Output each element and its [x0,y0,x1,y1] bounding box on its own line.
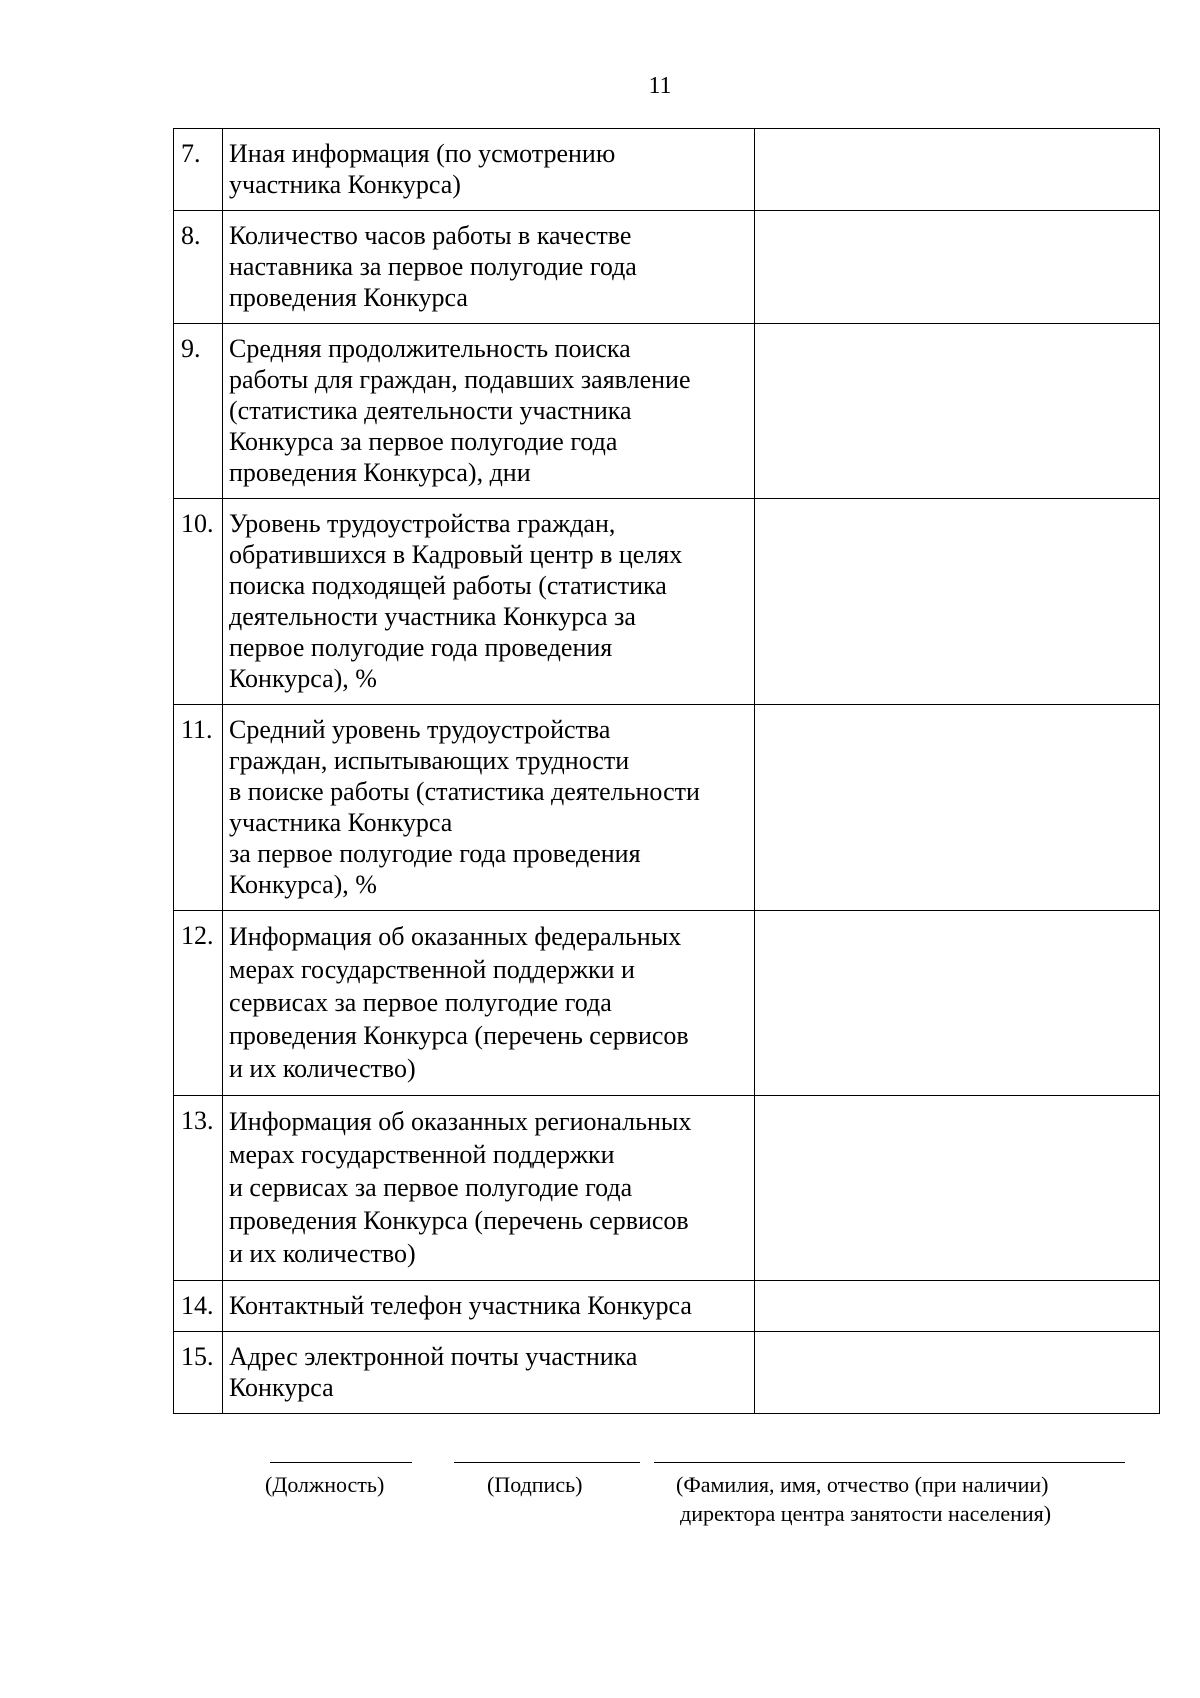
table-row [174,129,1160,211]
row-number: 7. [174,129,223,211]
row-value-cell[interactable] [755,911,1160,1096]
description-line: Конкурса за первое полугодие года [229,427,618,456]
description-line: проведения Конкурса), дни [229,458,531,487]
description-line: и их количество) [229,1239,416,1268]
name-caption-line-1: (Фамилия, имя, отчество (при наличии) [676,1472,1049,1497]
row-description [223,499,755,705]
description-line: проведения Конкурса (перечень сервисов [229,1206,689,1235]
description-line: работы для граждан, подавших заявление [229,365,691,394]
description-line: проведения Конкурса [229,283,468,312]
table-row [174,324,1160,499]
description-line: в поиске работы (статистика деятельности [229,777,700,806]
row-description [223,705,755,911]
signature-block [0,1462,1200,1532]
description-line: Иная информация (по усмотрению [229,139,616,168]
row-number: 8. [174,211,223,324]
description-line: (статистика деятельности участника [229,396,632,425]
description-line: мерах государственной поддержки [229,1140,615,1169]
row-value-cell[interactable] [755,499,1160,705]
row-description [223,911,755,1096]
row-number: 10. [174,499,223,705]
row-number: 15. [174,1332,223,1414]
description-line: проведения Конкурса (перечень сервисов [229,1021,689,1050]
description-line: и сервисах за первое полугодие года [229,1173,633,1202]
row-description [223,1332,755,1414]
row-number: 12. [174,911,223,1096]
table-row [174,1332,1160,1414]
description-line: Конкурса), % [229,664,377,693]
description-line: Уровень трудоустройства граждан, [229,509,616,538]
description-line: деятельности участника Конкурса за [229,602,636,631]
row-value-cell[interactable] [755,1281,1160,1332]
name-caption-line-2: директора центра занятости населения) [680,1501,1052,1526]
table-row [174,1096,1160,1281]
row-value-cell[interactable] [755,1096,1160,1281]
description-line: и их количество) [229,1054,416,1083]
description-line: сервисах за первое полугодие года [229,988,612,1017]
signature-line [454,1462,640,1463]
description-line: Средняя продолжительность поиска [229,334,631,363]
description-line: Контактный телефон участника Конкурса [229,1291,692,1320]
page-number: 11 [648,73,672,99]
row-number: 13. [174,1096,223,1281]
description-line: участника Конкурса) [229,170,461,199]
row-value-cell[interactable] [755,129,1160,211]
name-signature-line [654,1462,1125,1463]
description-line: участника Конкурса [229,808,453,837]
description-line: Конкурса), % [229,870,377,899]
description-line: наставника за первое полугодие года [229,252,637,281]
row-value-cell[interactable] [755,211,1160,324]
position-caption: (Должность) [265,1472,385,1497]
row-value-cell[interactable] [755,324,1160,499]
row-number: 14. [174,1281,223,1332]
description-line: Средний уровень трудоустройства [229,715,611,744]
table-row [174,499,1160,705]
row-number: 11. [174,705,223,911]
description-line: Информация об оказанных федеральных [229,922,682,951]
row-description [223,129,755,211]
description-line: первое полугодие года проведения [229,633,613,662]
description-line: мерах государственной поддержки и [229,955,635,984]
description-line: граждан, испытывающих трудности [229,746,630,775]
description-line: Количество часов работы в качестве [229,221,632,250]
row-value-cell[interactable] [755,705,1160,911]
row-number: 9. [174,324,223,499]
table-row [174,911,1160,1096]
position-signature-line [270,1462,412,1463]
description-line: Информация об оказанных региональных [229,1107,692,1136]
table-row [174,211,1160,324]
description-line: за первое полугодие года проведения [229,839,641,868]
info-table [173,128,1160,1414]
description-line: Адрес электронной почты участника [229,1342,638,1371]
signature-caption: (Подпись) [487,1472,583,1497]
row-description [223,1281,755,1332]
description-line: Конкурса [229,1373,334,1402]
row-description [223,324,755,499]
description-line: поиска подходящей работы (статистика [229,571,667,600]
table-row [174,1281,1160,1332]
table-row [174,705,1160,911]
description-line: обратившихся в Кадровый центр в целях [229,540,683,569]
row-value-cell[interactable] [755,1332,1160,1414]
row-description [223,211,755,324]
row-description [223,1096,755,1281]
